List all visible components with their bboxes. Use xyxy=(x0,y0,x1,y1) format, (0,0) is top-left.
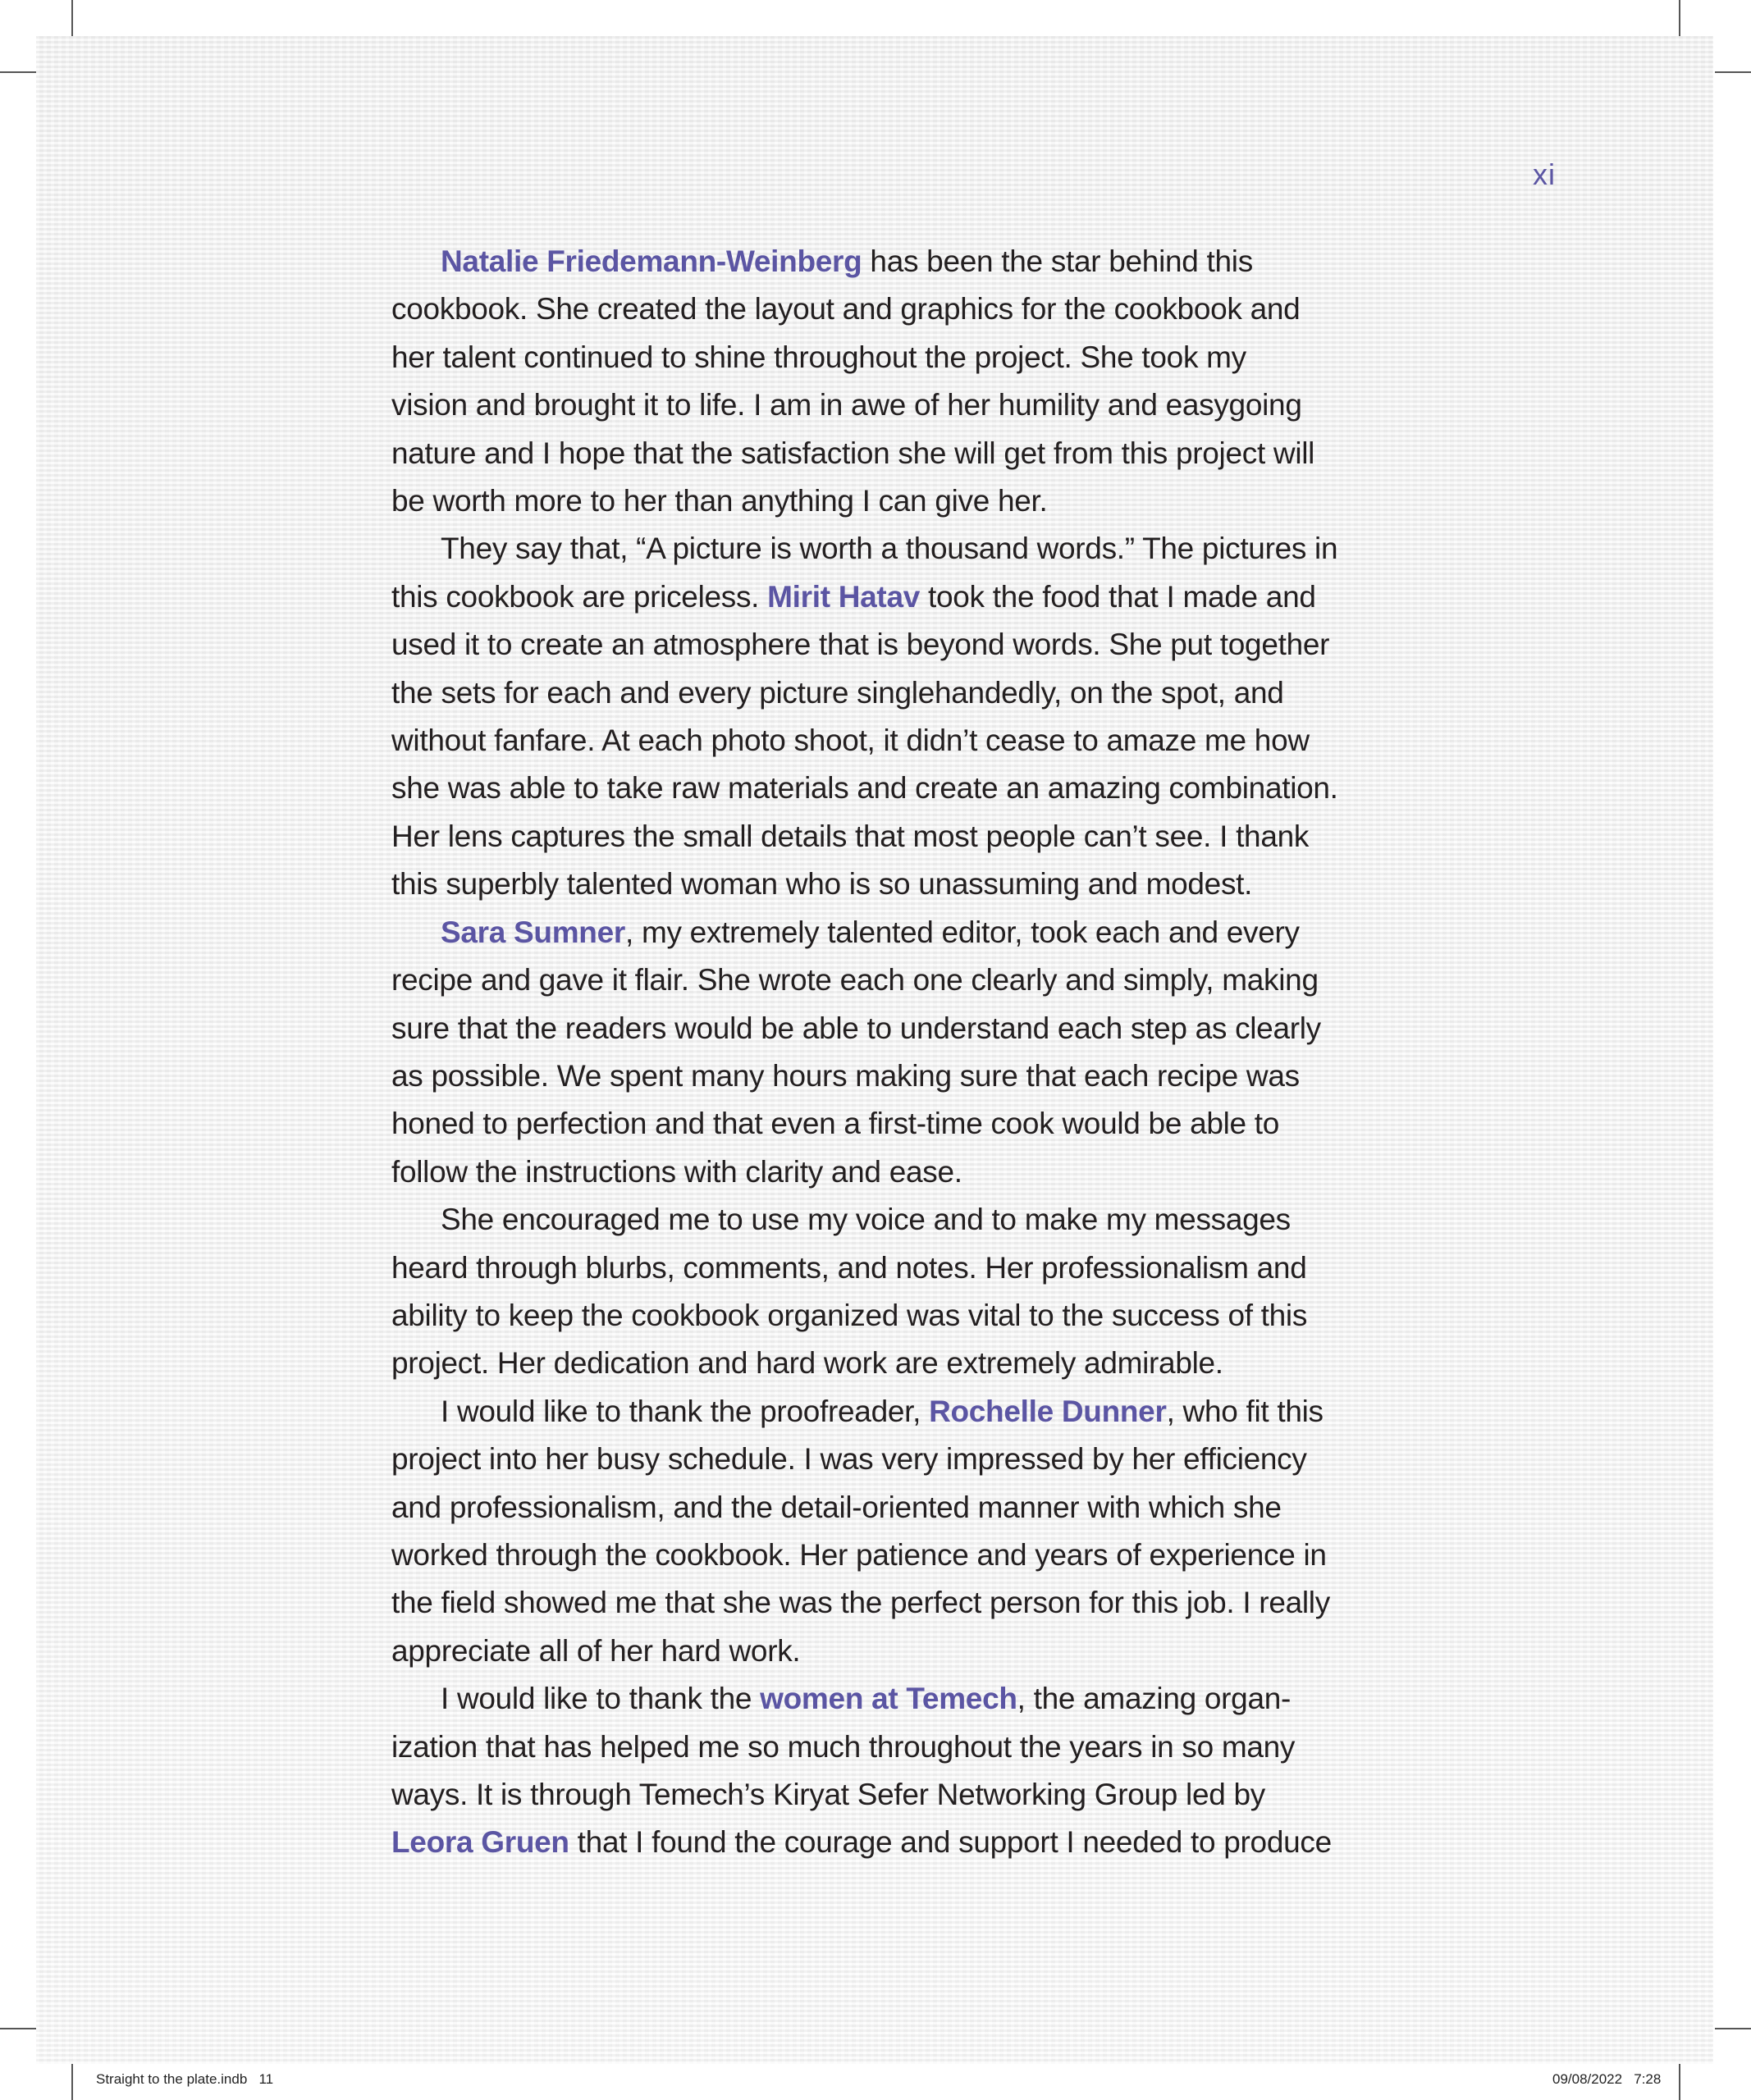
text-segment: the sets for each and every picture singlehandedly, on the spot, and xyxy=(391,675,1284,710)
text-segment: vision and brought it to life. I am in awe of her humility and easygoing xyxy=(391,388,1302,422)
text-segment: ization that has helped me so much throughout the years in so many xyxy=(391,1729,1296,1764)
text-segment: heard through blurbs, comments, and notes. Her professionalism and xyxy=(391,1250,1307,1285)
text-segment: I would like to thank the proofreader, xyxy=(441,1394,930,1428)
text-segment: nature and I hope that the satisfaction she will get from this project will xyxy=(391,436,1315,470)
text-line xyxy=(391,1292,1376,1340)
text-line xyxy=(391,1723,1376,1771)
text-segment: took the food that I made and xyxy=(920,579,1316,614)
text-line xyxy=(391,1005,1376,1052)
text-line xyxy=(391,765,1376,812)
text-line xyxy=(391,717,1376,765)
text-line xyxy=(391,1628,1376,1675)
text-segment: cookbook. She created the layout and graphics for the cookbook and xyxy=(391,292,1301,326)
crop-mark-top-left-vertical xyxy=(71,0,73,36)
text-line xyxy=(391,430,1376,477)
text-line xyxy=(391,861,1376,908)
text-line xyxy=(391,1675,1376,1723)
text-line xyxy=(391,1148,1376,1196)
text-line xyxy=(391,285,1376,333)
text-segment: this superbly talented woman who is so unassuming and modest. xyxy=(391,867,1253,902)
crop-mark-bottom-right-horizontal xyxy=(1715,2028,1751,2029)
text-line xyxy=(391,381,1376,429)
text-line xyxy=(391,1532,1376,1579)
highlighted-name: Leora Gruen xyxy=(391,1825,569,1860)
highlighted-name: women at Temech xyxy=(760,1682,1017,1716)
paragraph xyxy=(391,238,1376,525)
text-segment: I would like to thank the xyxy=(441,1682,761,1716)
text-line xyxy=(391,238,1376,285)
text-segment: project. Her dedication and hard work are extremely admirable. xyxy=(391,1346,1223,1381)
text-line xyxy=(391,813,1376,861)
text-segment: the field showed me that she was the perfect person for this job. I really xyxy=(391,1586,1330,1620)
highlighted-name: Natalie Friedemann-Weinberg xyxy=(441,244,862,278)
paragraph xyxy=(391,1675,1376,1867)
text-line xyxy=(391,525,1376,573)
text-segment: be worth more to her than anything I can give her. xyxy=(391,484,1048,518)
text-line xyxy=(391,1819,1376,1866)
text-segment: her talent continued to shine throughout the project. She took my xyxy=(391,340,1246,374)
text-segment: this cookbook are priceless. xyxy=(391,579,768,614)
highlighted-name: Mirit Hatav xyxy=(767,579,920,614)
paragraph xyxy=(391,909,1376,1196)
text-segment: honed to perfection and that even a first-time cook would be able to xyxy=(391,1107,1280,1141)
text-line xyxy=(391,1196,1376,1244)
text-segment: sure that the readers would be able to understand each step as clearly xyxy=(391,1011,1321,1045)
text-line xyxy=(391,1579,1376,1627)
text-segment: ways. It is through Temech’s Kiryat Sefer Networking Group led by xyxy=(391,1778,1265,1811)
crop-mark-top-left-horizontal xyxy=(0,71,36,73)
crop-mark-bottom-left-horizontal xyxy=(0,2028,36,2029)
text-line xyxy=(391,621,1376,669)
text-segment: appreciate all of her hard work. xyxy=(391,1633,801,1668)
text-line xyxy=(391,1436,1376,1483)
text-line xyxy=(391,1340,1376,1387)
slug-file-name: Straight to the plate.indb 11 xyxy=(96,2071,274,2087)
paragraph xyxy=(391,1196,1376,1388)
text-segment: as possible. We spent many hours making sure that each recipe was xyxy=(391,1058,1300,1093)
highlighted-name: Rochelle Dunner xyxy=(929,1394,1167,1428)
highlighted-name: Sara Sumner xyxy=(441,915,625,949)
text-segment: that I found the courage and support I needed to produce xyxy=(569,1825,1332,1860)
crop-mark-bottom-left-vertical xyxy=(71,2064,73,2100)
text-line xyxy=(391,1052,1376,1100)
text-segment: project into her busy schedule. I was very impressed by her efficiency xyxy=(391,1442,1307,1477)
text-segment: used it to create an atmosphere that is beyond words. She put together xyxy=(391,628,1330,662)
page-number: xi xyxy=(1533,158,1556,191)
text-line xyxy=(391,909,1376,956)
text-segment: They say that, “A picture is worth a thousand words.” The pictures in xyxy=(441,532,1338,566)
text-line xyxy=(391,956,1376,1004)
paragraph xyxy=(391,1388,1376,1675)
crop-mark-bottom-right-vertical xyxy=(1679,2064,1680,2100)
text-line xyxy=(391,573,1376,621)
text-segment: and professionalism, and the detail-oriented manner with which she xyxy=(391,1490,1282,1524)
text-segment: , my extremely talented editor, took each and every xyxy=(624,915,1300,949)
text-segment: Her lens captures the small details that most people can’t see. I thank xyxy=(391,819,1310,853)
crop-mark-top-right-vertical xyxy=(1679,0,1680,36)
text-segment: follow the instructions with clarity and ease. xyxy=(391,1154,962,1189)
text-segment: , the amazing organ- xyxy=(1017,1682,1292,1716)
text-segment: She encouraged me to use my voice and to make my messages xyxy=(441,1203,1291,1237)
text-segment: without fanfare. At each photo shoot, it didn’t cease to amaze me how xyxy=(391,724,1310,758)
acknowledgements-text xyxy=(391,238,1376,1867)
text-segment: she was able to take raw materials and create an amazing combination. xyxy=(391,771,1338,806)
crop-mark-top-right-horizontal xyxy=(1715,71,1751,73)
text-line xyxy=(391,477,1376,525)
text-segment: ability to keep the cookbook organized was vital to the success of this xyxy=(391,1298,1308,1332)
text-segment: worked through the cookbook. Her patience and years of experience in xyxy=(391,1537,1327,1572)
text-line xyxy=(391,1244,1376,1292)
text-segment: recipe and gave it flair. She wrote each one clearly and simply, making xyxy=(391,963,1319,998)
text-line xyxy=(391,334,1376,381)
text-line xyxy=(391,1100,1376,1148)
paragraph xyxy=(391,525,1376,908)
text-line xyxy=(391,1771,1376,1819)
text-line xyxy=(391,1388,1376,1436)
slug-date-time: 09/08/2022 7:28 xyxy=(1552,2071,1662,2087)
text-line xyxy=(391,1484,1376,1532)
text-line xyxy=(391,669,1376,717)
text-segment: , who fit this xyxy=(1166,1394,1324,1428)
text-segment: has been the star behind this xyxy=(862,244,1253,278)
